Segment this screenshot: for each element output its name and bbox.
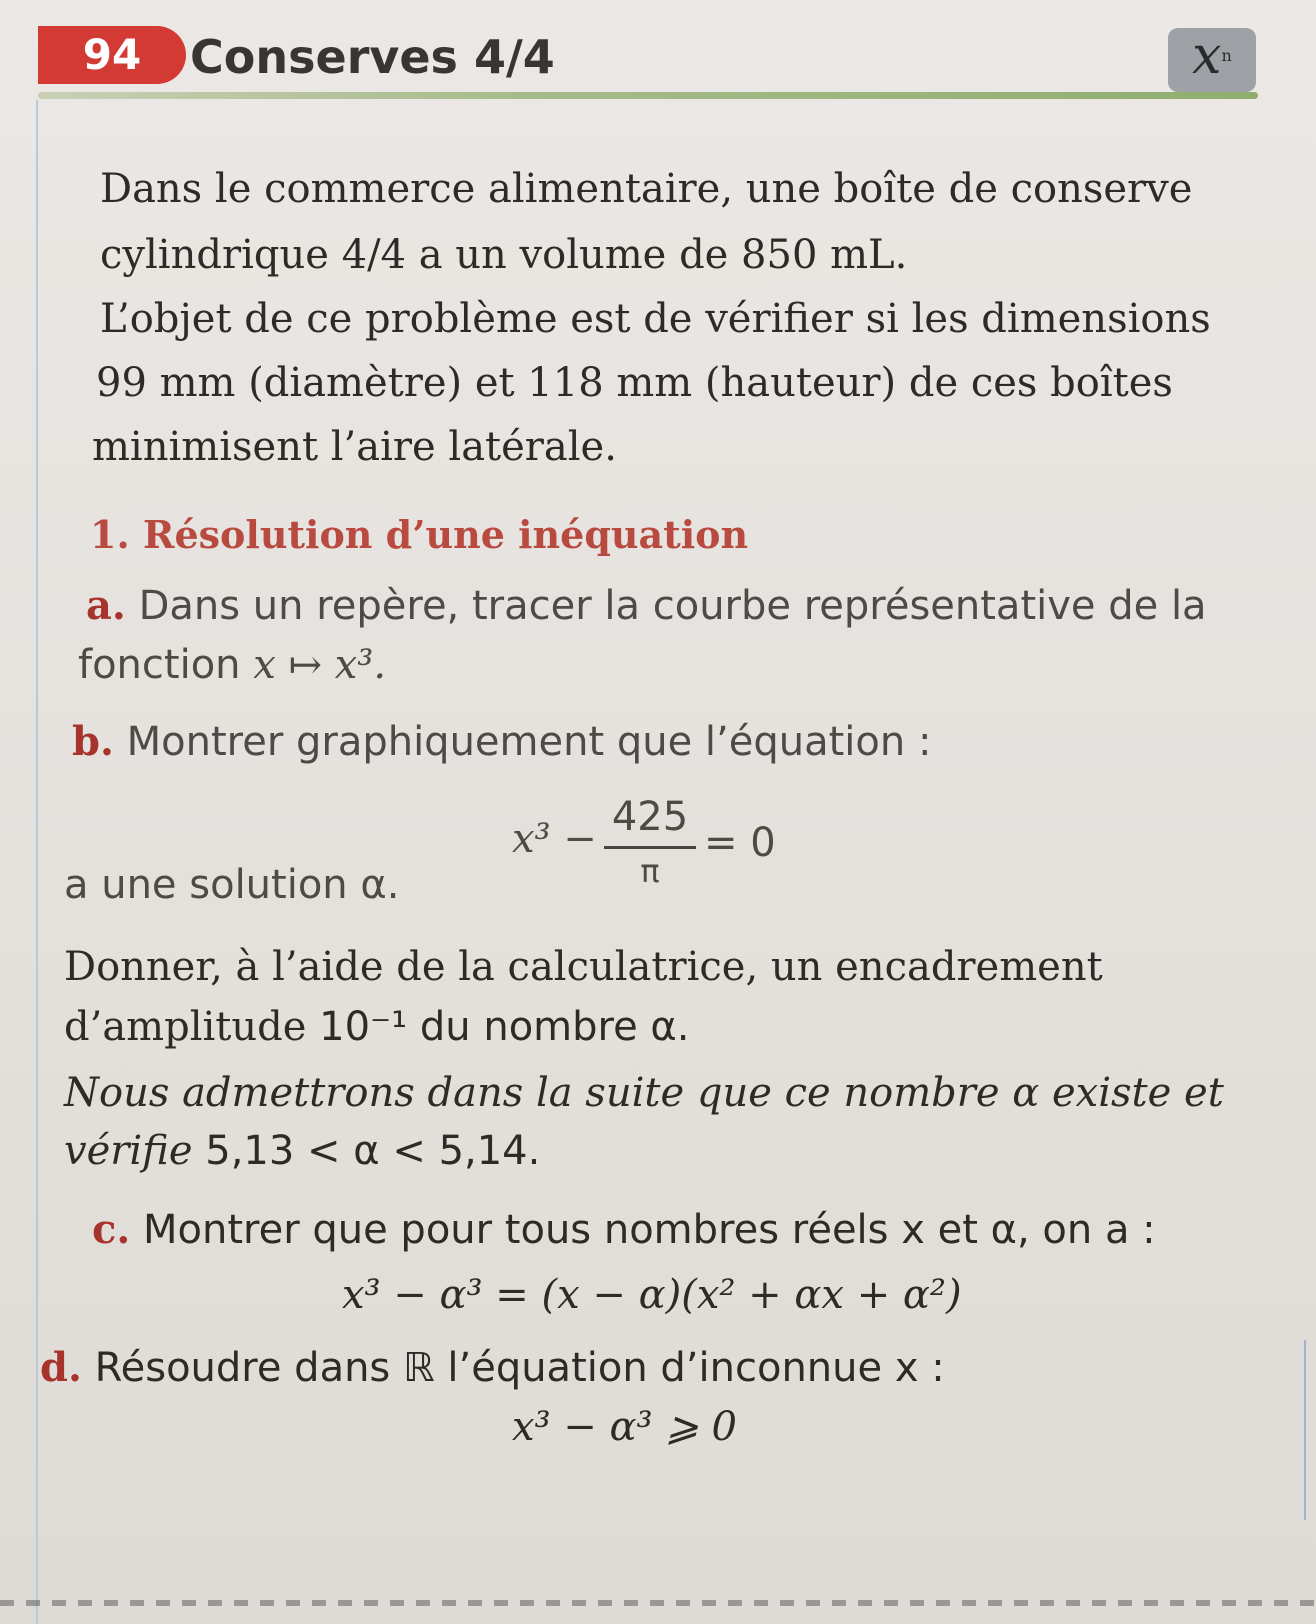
part-d-label: d. <box>40 1344 82 1391</box>
part-b-line-1: Montrer graphiquement que l’équation : <box>126 719 932 765</box>
bottom-divider <box>0 1600 1316 1606</box>
x-power-icon: $x^n$ <box>1168 28 1256 92</box>
intro-line-2: cylindrique 4/4 a un volume de 850 mL. <box>100 232 908 278</box>
exercise-title: Conserves 4/4 <box>190 30 555 84</box>
part-a-label: a. <box>86 582 126 629</box>
part-c-line-1: Montrer que pour tous nombres réels x et α, on a : <box>143 1207 1156 1253</box>
admission-note-1: Nous admettrons dans la suite que ce nombre α existe et <box>64 1070 1224 1116</box>
part-a-text: fonction <box>78 642 254 688</box>
part-a-line-1: Dans un repère, tracer la courbe représentative de la <box>138 583 1207 629</box>
equation-left: x³ − <box>512 816 597 862</box>
part-b-amplitude: 10⁻¹ <box>319 1004 408 1050</box>
fraction-bar <box>604 846 696 849</box>
part-b-line-2: a une solution α. <box>64 862 400 908</box>
intro-line-3: L’objet de ce problème est de vérifier si les dimensions <box>100 296 1211 342</box>
part-b <box>72 718 931 765</box>
margin-line-right <box>1304 1340 1306 1520</box>
part-b-line-4-text: d’amplitude <box>64 1004 320 1050</box>
part-a-line-2 <box>78 642 386 688</box>
admission-note-2 <box>64 1128 540 1174</box>
part-c-formula: x³ − α³ = (x − α)(x² + αx + α²) <box>342 1272 962 1318</box>
part-b-line-4 <box>64 1004 690 1050</box>
part-d <box>40 1344 945 1391</box>
equation-numerator: 425 <box>611 794 689 840</box>
part-c-label: c. <box>92 1206 131 1253</box>
part-b-line-3: Donner, à l’aide de la calculatrice, un encadrement <box>64 944 1103 990</box>
part-c <box>92 1206 1156 1253</box>
part-d-line-1: Résoudre dans ℝ l’équation d’inconnue x : <box>94 1345 945 1391</box>
part-b-line-4-end: du nombre α. <box>407 1004 690 1050</box>
equation-right: = 0 <box>704 820 776 866</box>
margin-line <box>36 100 38 1624</box>
part-a-function: x ↦ x³. <box>253 642 387 688</box>
section-heading: 1. Résolution d’une inéquation <box>90 512 749 557</box>
intro-line-5: minimisent l’aire latérale. <box>92 424 617 470</box>
title-underline <box>38 92 1258 99</box>
intro-line-1: Dans le commerce alimentaire, une boîte de conserve <box>100 166 1193 212</box>
exercise-number-badge: 94 <box>38 26 186 84</box>
equation-denominator: π <box>640 852 660 890</box>
admission-note-text: vérifie <box>64 1128 206 1174</box>
part-b-label: b. <box>72 718 114 765</box>
part-a <box>86 582 1207 629</box>
alpha-bounds: 5,13 < α < 5,14. <box>205 1128 541 1174</box>
intro-line-4: 99 mm (diamètre) et 118 mm (hauteur) de ces boîtes <box>96 360 1173 406</box>
part-d-formula: x³ − α³ ⩾ 0 <box>512 1404 737 1450</box>
